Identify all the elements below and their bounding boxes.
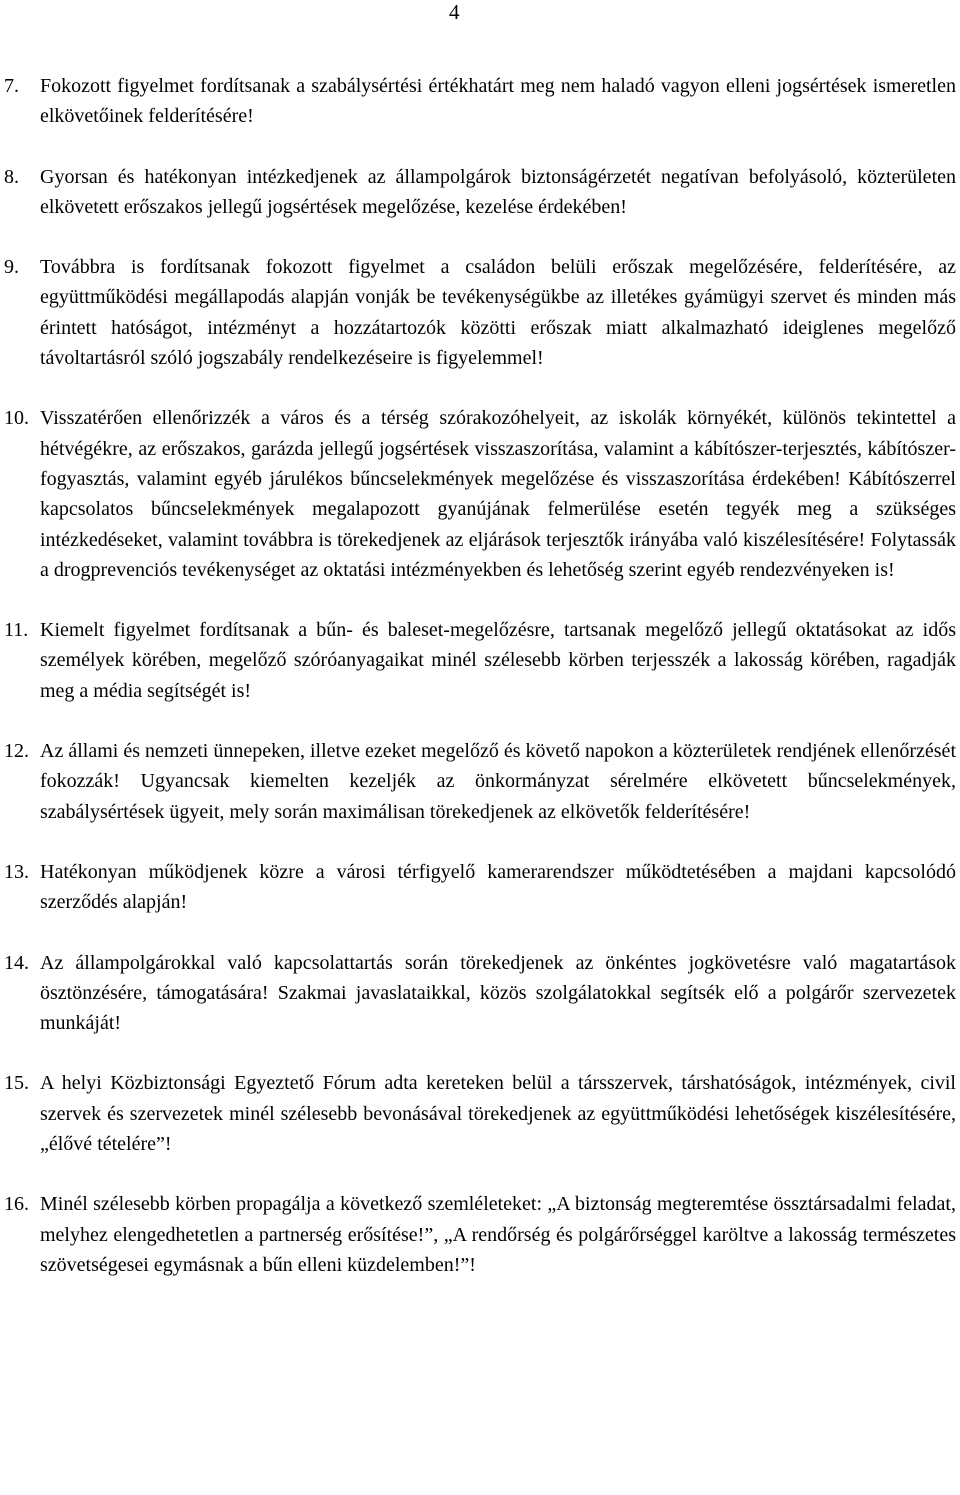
list-item-number: 8. <box>4 165 19 188</box>
list-item <box>0 615 960 706</box>
list-item <box>0 403 960 585</box>
list-item <box>0 162 960 223</box>
list-item-text: Fokozott figyelmet fordítsanak a szabálysértési értékhatárt meg nem haladó vagyon elleni jogsértések ismeretlen elkövetőinek felderítésére! <box>40 75 956 128</box>
list-item <box>0 736 960 827</box>
list-item-text: Az állampolgárokkal való kapcsolattartás során törekedjenek az önkéntes jogkövetésre való magatartások ösztönzésére, támogatására! Szakmai javaslataikkal, közös szolgálatokkal segítsék elő a polgárőr szervezetek munkáját! <box>40 951 956 1035</box>
list-item-number: 16. <box>4 1193 29 1216</box>
list-item-text: Kiemelt figyelmet fordítsanak a bűn- és baleset-megelőzésre, tartsanak megelőző jellegű oktatásokat az idős személyek körében, megelőző szóróanyagaikat minél szélesebb körben terjesszék a lakosság körében, ragadják meg a média segítségét is! <box>40 619 956 702</box>
list-item-text: Minél szélesebb körben propagálja a következő szemléleteket: „A biztonság megteremtése össztársadalmi feladat, melyhez elengedhetetlen a partnerség erősítése!”, „A rendőrség és polgárőrséggel karöltve a lakosság természetes szövetségesei egymásnak a bűn elleni küzdelemben!”! <box>40 1193 956 1276</box>
list-item-number: 11. <box>4 619 29 642</box>
list-item-text: A helyi Közbiztonsági Egyeztető Fórum adta kereteken belül a társszervek, társhatóságok, intézmények, civil szervek és szervezetek minél szélesebb bevonásával törekedjenek az együttműködési lehetőségek kiszélesítésére, „élővé tételére”! <box>40 1072 956 1156</box>
list-item-text: Továbbra is fordítsanak fokozott figyelmet a családon belüli erőszak megelőzésére, felderítésére, az együttműködési megállapodás alapján vonják be tevékenységükbe az illetékes gyámügyi szervet és minden más érintett hatóságot, intézményt a hozzátartozók közötti erőszak miatt alkalmazható ideiglenes megelőző távoltartásról szóló jogszabály rendelkezéseire is figyelemmel! <box>40 256 956 370</box>
list-item <box>0 252 960 373</box>
list-item-number: 9. <box>4 256 19 279</box>
numbered-list <box>0 71 960 1310</box>
list-item-number: 13. <box>4 860 29 883</box>
list-item-text: Az állami és nemzeti ünnepeken, illetve ezeket megelőző és követő napokon a közterületek rendjének ellenőrzését fokozzák! Ugyancsak kiemelten kezeljék az önkormányzat sérelmére elkövetett bűncselekmények, szabálysértések ügyeit, mely során maximálisan törekedjenek az elkövetők felderítésére! <box>40 740 956 823</box>
list-item <box>0 1068 960 1159</box>
list-item-text: Hatékonyan működjenek közre a városi térfigyelő kamerarendszer működtetésében a majdani kapcsolódó szerződés alapján! <box>40 860 956 914</box>
list-item-number: 14. <box>4 951 29 974</box>
list-item <box>0 71 960 132</box>
list-item <box>0 948 960 1039</box>
list-item <box>0 857 960 918</box>
list-item-number: 10. <box>4 407 29 430</box>
list-item <box>0 1189 960 1280</box>
list-item-text: Gyorsan és hatékonyan intézkedjenek az állampolgárok biztonságérzetét negatívan befolyásoló, közterületen elkövetett erőszakos jellegű jogsértések megelőzése, kezelése érdekében! <box>40 165 956 218</box>
list-item-number: 12. <box>4 740 29 763</box>
list-item-number: 15. <box>4 1072 29 1095</box>
list-item-text: Visszatérően ellenőrizzék a város és a térség szórakozóhelyeit, az iskolák környékét, különös tekintettel a hétvégékre, az erőszakos, garázda jellegű jogsértések visszaszorítása, valamint a kábítószer-terjesztés, kábítószer-fogyasztás, valamint egyéb járulékos bűncselekmények megelőzése és visszaszorítása érdekében! Kábítószerrel kapcsolatos bűncselekmények megalapozott gyanújának felmerülése esetén tegyék meg a szükséges intézkedéseket, valamint továbbra is törekedjenek az eljárások terjesztők irányába való kiszélesítésére! Folytassák a drogprevenciós tevékenységet az oktatási intézményekben és lehetőség szerint egyéb rendezvényeken is! <box>40 407 956 581</box>
list-item-number: 7. <box>4 75 19 97</box>
page-number: 4 <box>449 0 460 24</box>
